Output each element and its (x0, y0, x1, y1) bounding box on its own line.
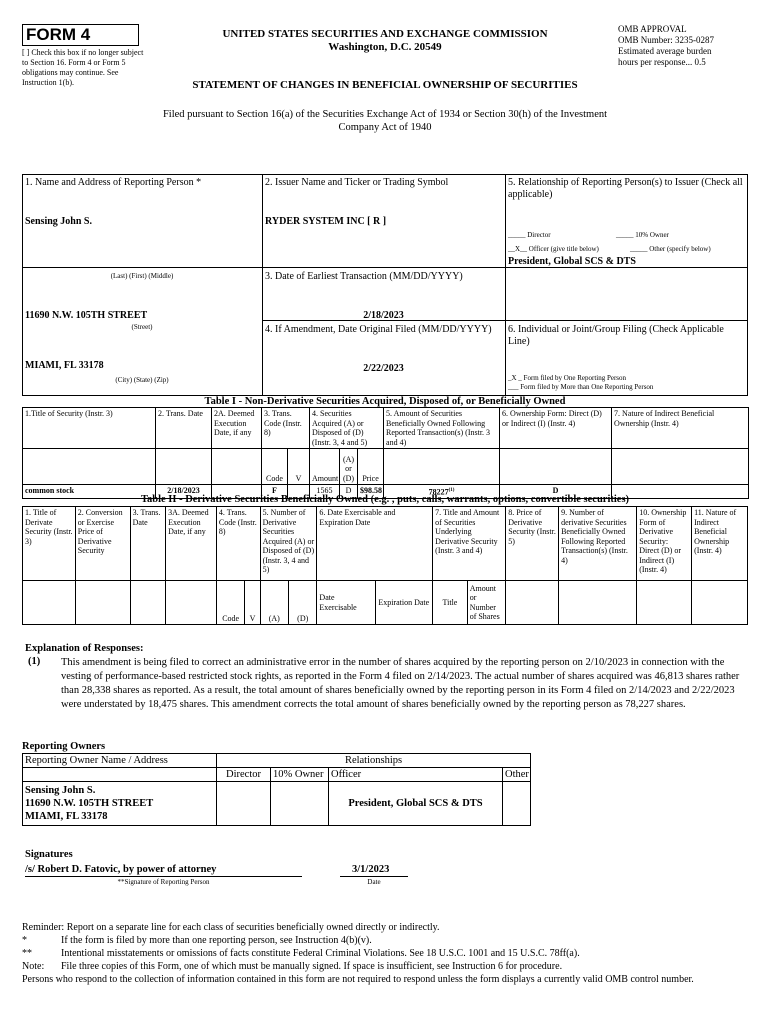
box4-label: 4. If Amendment, Date Original Filed (MM/DD/YYYY) (265, 324, 492, 335)
t1-row-amount: 1565 (310, 485, 340, 499)
t2-h-nature: 11. Nature of Indirect Beneficial Ownership (Instr. 4) (692, 507, 748, 581)
t1-row-owned-value: 78227 (428, 487, 449, 497)
officer-title: President, Global SCS & DTS (508, 256, 636, 267)
officer-option: __X__ Officer (give title below) (508, 245, 599, 253)
t2-sub-d: (D) (289, 581, 317, 625)
owner-street: 11690 N.W. 105TH STREET (25, 798, 154, 809)
t1-sub-amount: Amount (310, 449, 340, 485)
explanation-heading: Explanation of Responses: (25, 643, 144, 654)
t2-sub-date-ex: Date Exercisable (317, 581, 376, 625)
t1-h-title: 1.Title of Security (Instr. 3) (23, 408, 156, 449)
table-row (23, 782, 531, 826)
earliest-transaction-date: 2/18/2023 (363, 310, 404, 321)
t2-h-exercisable: 6. Date Exercisable and Expiration Date (317, 507, 433, 581)
t1-h-deemed: 2A. Deemed Execution Date, if any (212, 408, 262, 449)
t1-row-owned-footnote: (1) (448, 488, 455, 493)
star-label: * (22, 935, 27, 946)
date-caption: Date (367, 878, 381, 886)
t1-row-aord: D (340, 485, 358, 499)
note-text: File three copies of this Form, one of which must be manually signed. If space is insufficient, see Instruction 6 for procedure. (61, 961, 563, 972)
note-label: Note: (22, 961, 45, 972)
director-option: _____ Director (508, 231, 551, 239)
t1-sub-price: Price (358, 449, 384, 485)
signer-caption: **Signature of Reporting Person (117, 878, 210, 886)
t1-row-form: D (500, 485, 612, 499)
owners-col-director: Director (217, 768, 271, 782)
agency-address: Washington, D.C. 20549 (328, 41, 442, 53)
t2-h-form: 10. Ownership Form of Derivative Security: Direct (D) or Indirect (I) (Instr. 4) (637, 507, 692, 581)
t2-sub-exp: Expiration Date (376, 581, 433, 625)
issuer-name: RYDER SYSTEM INC [ R ] (265, 216, 387, 227)
owner-officer-title: President, Global SCS & DTS (329, 782, 503, 826)
omb-line4: hours per response... 0.5 (618, 57, 706, 67)
t1-h-date: 2. Trans. Date (156, 408, 212, 449)
reporting-person-city: MIAMI, FL 33178 (25, 360, 104, 371)
owners-col-officer: Officer (329, 768, 503, 782)
owner-name-address (23, 782, 217, 826)
t2-h-price: 8. Price of Derivative Security (Instr. 5) (506, 507, 559, 581)
t2-h-code: 4. Trans. Code (Instr. 8) (216, 507, 260, 581)
reporting-person-name: Sensing John S. (25, 216, 92, 227)
t1-row-date: 2/18/2023 (156, 485, 212, 499)
table1 (22, 407, 749, 499)
statement-title: STATEMENT OF CHANGES IN BENEFICIAL OWNERSHIP OF SECURITIES (192, 79, 578, 91)
one-person-option: _X _ Form filed by One Reporting Person (508, 374, 627, 382)
omb-line2: OMB Number: 3235-0287 (618, 35, 714, 45)
table1-title: Table I - Non-Derivative Securities Acquired, Disposed of, or Beneficially Owned (204, 396, 566, 407)
t2-h-date: 3. Trans. Date (130, 507, 166, 581)
agency-name: UNITED STATES SECURITIES AND EXCHANGE COMMISSION (222, 28, 548, 40)
t2-h-underlying: 7. Title and Amount of Securities Underlying Derivative Security (Instr. 3 and 4) (433, 507, 506, 581)
t2-sub-amount: Amount or Number of Shares (467, 581, 506, 625)
t2-sub-code: Code (216, 581, 244, 625)
note (22, 960, 752, 973)
omb-line3: Estimated average burden (618, 46, 712, 56)
t1-sub-v: V (288, 449, 310, 485)
double-star-label: ** (22, 948, 32, 959)
owners-heading: Reporting Owners (22, 741, 106, 752)
double-star-note (22, 947, 752, 960)
t2-h-title: 1. Title of Derivate Security (Instr. 3) (23, 507, 76, 581)
street-caption: (Street) (131, 323, 153, 331)
owners-col-other: Other (503, 768, 531, 782)
t1-row-code: F (262, 485, 288, 499)
filed-pursuant: Filed pursuant to Section 16(a) of the Securities Exchange Act of 1934 or Section 30(h) of the Investment Company Act of 1940 (162, 109, 608, 133)
box2-label: 2. Issuer Name and Ticker or Trading Symbol (265, 177, 449, 188)
ten-pct-option: _____ 10% Owner (616, 231, 669, 239)
city-caption: (City) (State) (Zip) (115, 376, 169, 384)
reporting-person-street: 11690 N.W. 105TH STREET (25, 310, 148, 321)
t1-h-acquired: 4. Securities Acquired (A) or Disposed of (D) (Instr. 3, 4 and 5) (310, 408, 384, 449)
omb-line1: OMB APPROVAL (618, 24, 687, 34)
t1-sub-code: Code (262, 449, 288, 485)
t1-sub-aord: (A) or (D) (340, 449, 358, 485)
reminder-line: Reminder: Report on a separate line for each class of securities beneficially owned directly or indirectly. (22, 922, 440, 933)
signer-name: /s/ Robert D. Fatovic, by power of attorney (25, 864, 217, 875)
t1-h-code: 3. Trans. Code (Instr. 8) (262, 408, 310, 449)
box3-label: 3. Date of Earliest Transaction (MM/DD/YYYY) (265, 271, 463, 282)
t2-sub-a: (A) (260, 581, 288, 625)
t1-h-owned: 5. Amount of Securities Beneficially Owned Following Reported Transaction(s) (Instr. 3 and 4) (384, 408, 500, 449)
omb-approval (618, 24, 758, 68)
signatures-heading: Signatures (25, 849, 73, 860)
owner-city: MIAMI, FL 33178 (25, 811, 108, 822)
more-persons-option: ___ Form filed by More than One Reporting Person (508, 383, 654, 391)
t1-row-price: $98.58 (358, 485, 384, 499)
box6-label: 6. Individual or Joint/Group Filing (Check Applicable Line) (508, 324, 724, 347)
owners-col-name: Reporting Owner Name / Address (23, 754, 217, 768)
t1-row-title: common stock (23, 485, 156, 499)
double-star-text: Intentional misstatements or omissions of facts constitute Federal Criminal Violations. See 18 U.S.C. 1001 and 15 U.S.C. 78ff(a). (61, 948, 580, 959)
table2-title: Table II - Derivative Securities Beneficially Owned (e.g. , puts, calls, warrants, options, convertible securities) (140, 494, 630, 505)
box1-label: 1. Name and Address of Reporting Person * (25, 177, 202, 188)
t2-h-number: 5. Number of Derivative Securities Acquired (A) or Disposed of (D) (Instr. 3, 4 and 5) (260, 507, 317, 581)
t2-h-owned: 9. Number of derivative Securities Beneficially Owned Following Reported Transaction(s) (Instr. 4) (559, 507, 637, 581)
signature-date: 3/1/2023 (352, 864, 390, 875)
footnote-text: This amendment is being filed to correct an administrative error in the number of shares acquired by the reporting person on 2/10/2023 in connection with the vesting of performance-based restricted stock rights, as reported in the Form 4 filed on 2/14/2023. The actual number of shares acquired was 46,813 shares rather than 28,338 shares as reported. As a result, the total amount of shares beneficially owned by the reporting person in its Form 4 filed on 2/14/2023 and 2/22/2023 were understated by 18,475 shares. This amendment corrects the total amount of shares beneficially owned by the reporting person as 78,227 shares. (61, 657, 740, 710)
form-title: FORM 4 (22, 24, 139, 46)
t1-h-nature: 7. Nature of Indirect Beneficial Ownership (Instr. 4) (612, 408, 749, 449)
t2-h-conversion: 2. Conversion or Exercise Price of Derivative Security (75, 507, 130, 581)
reminder-block (22, 921, 752, 986)
original-filed-date: 2/22/2023 (363, 363, 404, 374)
star-note (22, 934, 752, 947)
star-text: If the form is filed by more than one reporting person, see Instruction 4(b)(v). (61, 935, 372, 946)
other-option: _____ Other (specify below) (630, 245, 711, 253)
name-caption: (Last) (First) (Middle) (110, 272, 174, 280)
t2-h-deemed: 3A. Deemed Execution Date, if any (166, 507, 217, 581)
omb-control-note: Persons who respond to the collection of information contained in this form are not required to respond unless the form displays a currently valid OMB control number. (22, 974, 694, 985)
t2-sub-v: V (245, 581, 260, 625)
t1-h-form: 6. Ownership Form: Direct (D) or Indirect (I) (Instr. 4) (500, 408, 612, 449)
owner-name: Sensing John S. (25, 785, 96, 796)
owners-col-relationships: Relationships (217, 754, 531, 768)
table2 (22, 506, 748, 625)
footnote-label: (1) (28, 656, 41, 667)
owners-col-ten: 10% Owner (271, 768, 329, 782)
owners-table (22, 753, 531, 826)
section16-checkbox-note[interactable]: [ ] Check this box if no longer subject to Section 16. Form 4 or Form 5 obligations may continue. See Instruction 1(b). (22, 48, 144, 87)
box5-label: 5. Relationship of Reporting Person(s) to Issuer (Check all applicable) (508, 177, 743, 200)
t2-sub-title: Title (433, 581, 468, 625)
